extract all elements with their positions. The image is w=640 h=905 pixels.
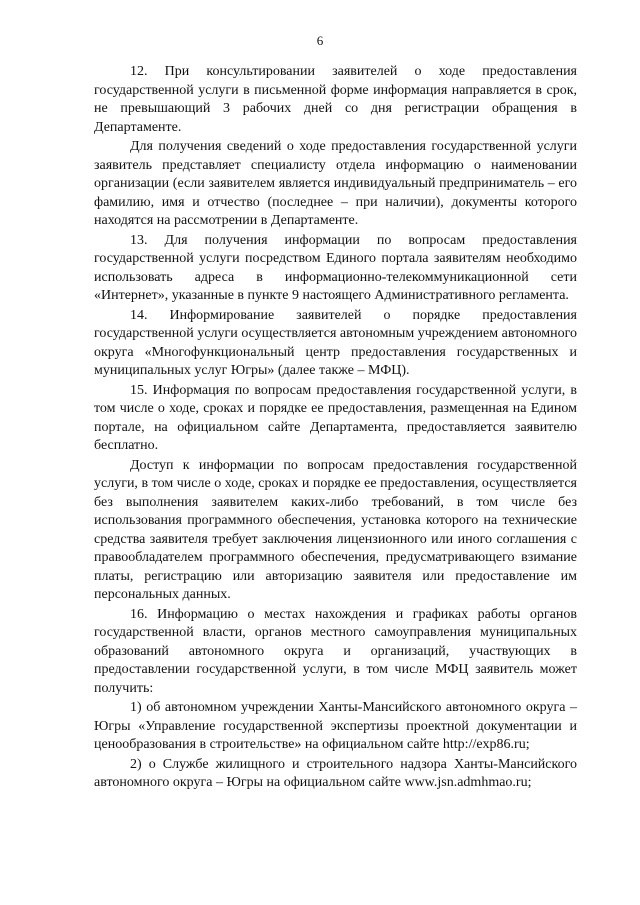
paragraph-13: 13. Для получения информации по вопросам предоставления государственной услуги посредством Единого портала заявителям необходимо использовать адреса в информационно-телекоммуникационной сети «Интернет», указанные в пункте 9 настоящего Административного регламента. — [94, 232, 577, 303]
paragraph-12: 12. При консультировании заявителей о ходе предоставления государственной услуги в письменной форме информация направляется в срок, не превышающий 3 рабочих дней со дня регистрации обращения в Департаменте. — [94, 64, 577, 135]
document-body — [94, 63, 577, 793]
list-item-1: 1) об автономном учреждении Ханты-Мансийского автономного округа – Югры «Управление государственной экспертизы проектной документации и ценообразования в строительстве» на официальном сайте http://exp86.ru; — [94, 700, 577, 752]
paragraph-progress-info: Для получения сведений о ходе предоставления государственной услуги заявитель представляет специалисту отдела информацию о наименовании организации (если заявителем является индивидуальный предприниматель – его фамилию, имя и отчество (последнее – при наличии), документы которого находятся на рассмотрении в Департаменте. — [94, 139, 577, 228]
paragraph-14: 14. Информирование заявителей о порядке предоставления государственной услуги осуществляется автономным учреждением автономного округа «Многофункциональный центр предоставления государственных и муниципальных услуг Югры» (далее также – МФЦ). — [94, 307, 577, 378]
list-item-2: 2) о Службе жилищного и строительного надзора Ханты-Мансийского автономного округа – Югры на официальном сайте www.jsn.admhmao.ru; — [94, 756, 577, 790]
paragraph-access-info: Доступ к информации по вопросам предоставления государственной услуги, в том числе о ходе, сроках и порядке ее предоставления, осуществляется без выполнения заявителем каких-либо требований, в том числе без использования программного обеспечения, установка которого на технические средства заявителя требует заключения лицензионного или иного соглашения с правообладателем программного обеспечения, предусматривающего взимание платы, регистрацию или авторизацию заявителя или предоставление им персональных данных. — [94, 457, 577, 602]
page-number: 6 — [316, 33, 324, 48]
paragraph-16: 16. Информацию о местах нахождения и графиках работы органов государственной власти, органов местного самоуправления муниципальных образований автономного округа и организаций, участвующих в предоставлении государственной услуги, в том числе МФЦ заявитель может получить: — [94, 606, 577, 696]
paragraph-15: 15. Информация по вопросам предоставления государственной услуги, в том числе о ходе, сроках и порядке ее предоставления, размещенная на Едином портале, на официальном сайте Департамента, предоставляется заявителю бесплатно. — [94, 382, 577, 453]
